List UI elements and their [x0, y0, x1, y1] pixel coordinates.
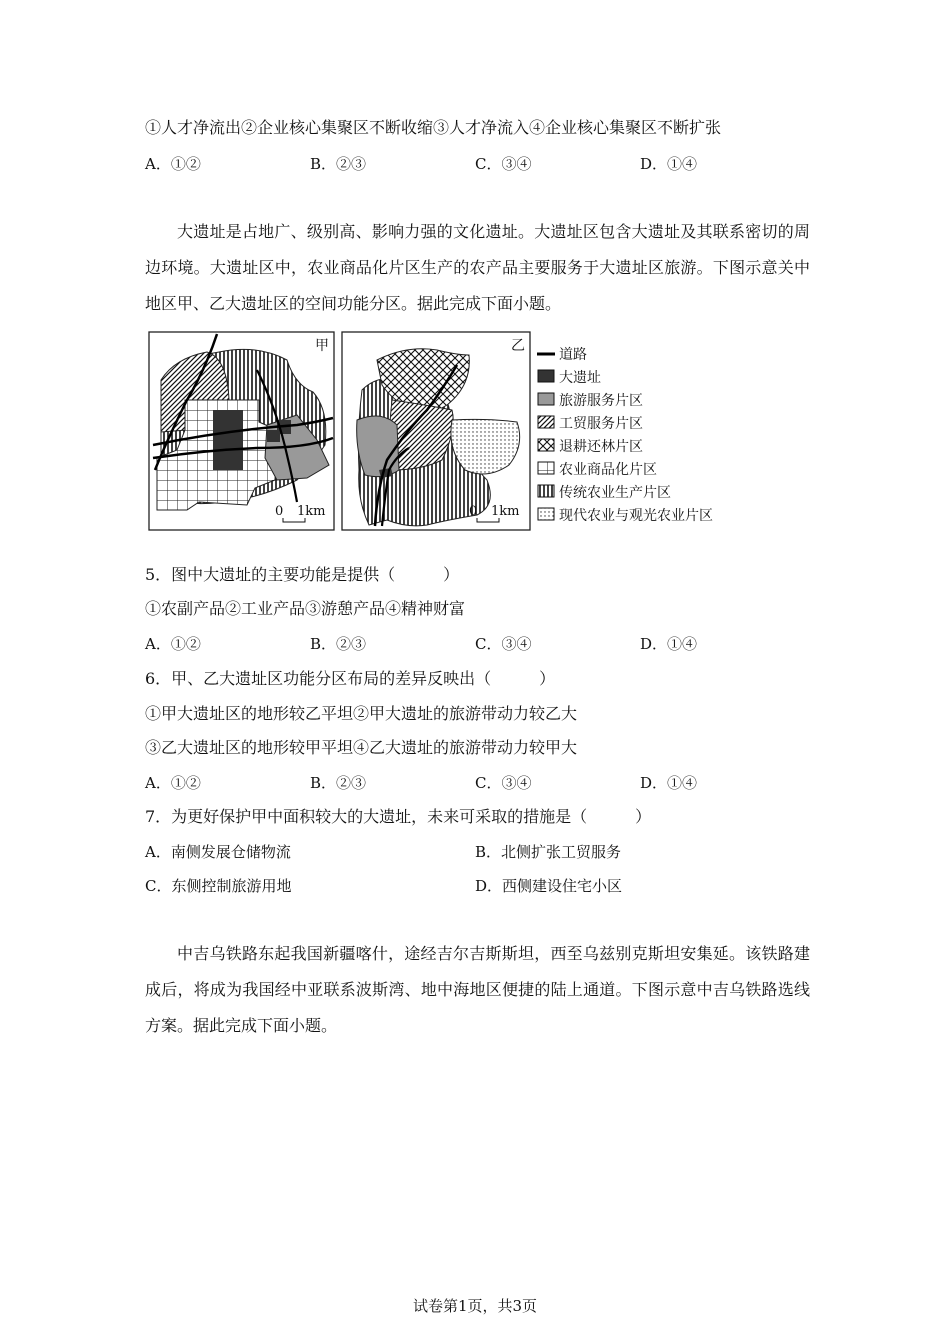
- q6-option-a: A．①②: [145, 774, 201, 792]
- legend-forest: 退耕还林片区: [559, 439, 643, 455]
- q5-option-c: C．③④: [475, 635, 532, 653]
- legend-traditional-symbol: [538, 485, 554, 497]
- q5-items: ①农副产品②工业产品③游憩产品④精神财富: [145, 599, 466, 618]
- scale-zero-jia: 0: [275, 504, 284, 519]
- legend-commercial-symbol: [538, 462, 554, 474]
- passage-2: 中吉乌铁路东起我国新疆喀什，途经吉尔吉斯斯坦，西至乌兹别克斯坦安集延。该铁路建成后，将成为我国经中亚联系波斯湾、地中海地区便捷的陆上通道。下图示意中吉乌铁路选线方案。据此完成下面小题。: [145, 944, 810, 1035]
- legend-site: 大遗址: [559, 370, 601, 386]
- q7-option-a: A．南侧发展仓储物流: [145, 843, 291, 861]
- panel-yi-label: 乙: [511, 338, 525, 354]
- legend-site-symbol: [538, 370, 554, 382]
- scale-unit-yi: 1km: [491, 504, 520, 519]
- q7-option-d: D．西侧建设住宅小区: [475, 877, 623, 895]
- q4-option-a: A．①②: [145, 155, 201, 173]
- q7-option-c: C．东侧控制旅游用地: [145, 877, 292, 895]
- q5-option-a: A．①②: [145, 635, 201, 653]
- q6-option-d: D．①④: [640, 774, 698, 792]
- q6-stem: 6．甲、乙大遗址区功能分区布局的差异反映出（ ）: [145, 669, 556, 688]
- q4-option-c: C．③④: [475, 155, 532, 173]
- legend-tourism-symbol: [538, 393, 554, 405]
- legend-forest-symbol: [538, 439, 554, 451]
- q6-items-1: ①甲大遗址区的地形较乙平坦②甲大遗址的旅游带动力较乙大: [145, 704, 578, 723]
- q6-option-c: C．③④: [475, 774, 532, 792]
- legend-modern: 现代农业与观光农业片区: [559, 508, 713, 524]
- q7-option-b: B．北侧扩张工贸服务: [475, 843, 622, 861]
- legend-modern-symbol: [538, 508, 554, 520]
- passage-1: 大遗址是占地广、级别高、影响力强的文化遗址。大遗址区包含大遗址及其联系密切的周边环境。大遗址区中，农业商品化片区生产的农产品主要服务于大遗址区旅游。下图示意关中地区甲、乙大遗址区的空间功能分区。据此完成下面小题。: [145, 222, 810, 313]
- q5-option-d: D．①④: [640, 635, 698, 653]
- map-figure: [147, 330, 747, 535]
- legend-traditional: 传统农业生产片区: [559, 485, 671, 501]
- legend-industry-symbol: [538, 416, 554, 428]
- q7-stem: 7．为更好保护甲中面积较大的大遗址，未来可采取的措施是（ ）: [145, 807, 652, 826]
- legend-commercial: 农业商品化片区: [559, 462, 657, 478]
- panel-jia-label: 甲: [315, 338, 329, 354]
- q5-option-b: B．②③: [310, 635, 367, 653]
- legend-tourism: 旅游服务片区: [559, 393, 643, 409]
- legend-industry: 工贸服务片区: [559, 416, 643, 432]
- q4-items: ①人才净流出②企业核心集聚区不断收缩③人才净流入④企业核心集聚区不断扩张: [145, 118, 722, 137]
- page-footer: 试卷第1页，共3页: [412, 1297, 538, 1315]
- legend-road: 道路: [559, 347, 587, 363]
- map-panel-yi: [342, 332, 530, 530]
- scale-zero-yi: 0: [469, 504, 478, 519]
- q4-option-b: B．②③: [310, 155, 367, 173]
- q6-items-2: ③乙大遗址区的地形较甲平坦④乙大遗址的旅游带动力较甲大: [145, 738, 578, 757]
- q6-option-b: B．②③: [310, 774, 367, 792]
- q4-option-d: D．①④: [640, 155, 698, 173]
- map-legend: [537, 347, 713, 524]
- scale-unit-jia: 1km: [297, 504, 326, 519]
- q5-stem: 5．图中大遗址的主要功能是提供（ ）: [145, 565, 460, 584]
- map-panel-jia: [149, 332, 334, 530]
